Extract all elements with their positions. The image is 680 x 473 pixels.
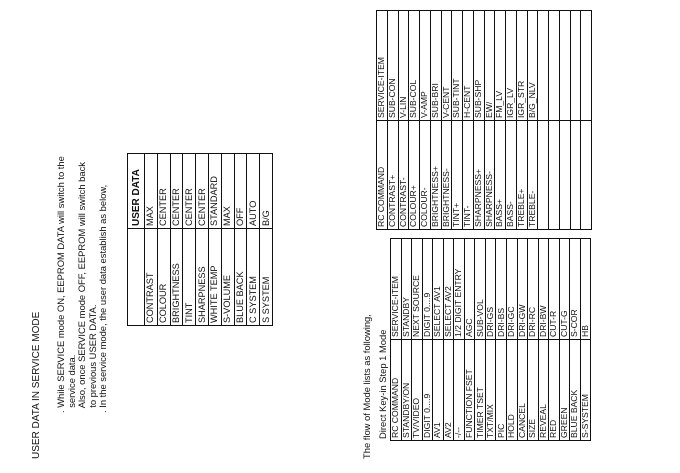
row-value-cell: AUTO — [247, 154, 260, 229]
row-value-cell: B/G_NLV — [527, 11, 538, 121]
page-title: USER DATA IN SERVICE MODE — [31, 311, 42, 459]
table-row — [528, 239, 539, 441]
row-label-cell: FUNCTION FSET — [464, 340, 475, 441]
row-label-cell: COLOUR+ — [409, 121, 420, 230]
row-value-cell: CENTER — [170, 154, 183, 229]
paragraph-line: service data. — [65, 354, 77, 413]
row-label-cell — [549, 121, 560, 230]
row-value-cell: NEXT SOURCE — [412, 239, 423, 340]
row-label-cell — [570, 121, 581, 230]
row-label-cell: COLOUR- — [420, 121, 431, 230]
table-row — [234, 154, 247, 326]
row-value-cell: CUT-R — [549, 239, 560, 340]
table-row — [484, 11, 495, 230]
table-row — [145, 154, 158, 326]
table-row — [208, 154, 221, 326]
row-label-cell: CONTRAST- — [398, 121, 409, 230]
table-row — [559, 11, 570, 230]
service-item-header: SERVICE-ITEM — [377, 11, 388, 121]
row-value-cell: MAX — [145, 154, 158, 229]
table-row — [412, 239, 423, 441]
row-value-cell: DRI-GS — [485, 239, 496, 340]
table-row — [549, 11, 560, 230]
row-value-cell: HB — [580, 239, 591, 340]
table-row — [495, 11, 506, 230]
row-value-cell: CUT-G — [559, 239, 570, 340]
row-value-cell — [570, 11, 581, 121]
row-label-cell: TXT/MIX — [485, 340, 496, 441]
row-label-cell: GREEN — [559, 340, 570, 441]
paragraph-line: Also, once SERVICE mode OFF, EEPROM will switch back — [76, 162, 88, 413]
row-value-cell: V-AMP — [420, 11, 431, 121]
row-value-cell: V-CENT — [441, 11, 452, 121]
row-label-cell: AV2 — [443, 340, 454, 441]
user-data-table — [127, 153, 273, 326]
table-row — [247, 154, 260, 326]
row-value-cell: SUB-SHP — [473, 11, 484, 121]
paragraph-line: . While SERVICE mode ON, EEPROM DATA will switch to the — [55, 156, 66, 413]
row-value-cell: IGR_LV — [506, 11, 517, 121]
table-row — [506, 11, 517, 230]
direct-key-in-caption: Direct Key-in Step 1 Mode — [377, 329, 388, 439]
table-header-row — [128, 154, 145, 326]
table-row — [485, 239, 496, 441]
table-header-row — [391, 239, 402, 441]
row-value-cell: IGR_STR — [516, 11, 527, 121]
row-label-cell: WHITE TEMP — [208, 229, 221, 326]
row-label-cell — [538, 121, 549, 230]
row-label-cell — [581, 121, 592, 230]
table-row — [549, 239, 560, 441]
row-label-cell: BRIGHTNESS — [170, 229, 183, 326]
table-row — [433, 239, 444, 441]
row-value-cell: EW/ — [484, 11, 495, 121]
table-row — [570, 239, 581, 441]
table-row — [441, 11, 452, 230]
row-label-cell: STANDBY/ON — [401, 340, 412, 441]
table-row — [170, 154, 183, 326]
paragraph-line: to previous USER DATA. — [86, 304, 98, 413]
table-row — [475, 239, 486, 441]
row-value-cell: DRI-RC — [528, 239, 539, 340]
row-label-cell: SHARPNESS- — [484, 121, 495, 230]
row-label-cell: BRIGHTNESS+ — [430, 121, 441, 230]
row-value-cell: DIGIT 0....9 — [422, 239, 433, 340]
row-label-cell: DIGIT 0....9 — [422, 340, 433, 441]
row-value-cell: B/G — [260, 154, 273, 229]
row-value-cell: SUB-BRI — [430, 11, 441, 121]
row-label-cell: TV/VIDEO — [412, 340, 423, 441]
row-value-cell: CENTER — [157, 154, 170, 229]
row-value-cell — [549, 11, 560, 121]
row-label-cell: COLOUR — [157, 229, 170, 326]
row-label-cell: S SYSTEM — [260, 229, 273, 326]
row-label-cell: S-VOLUME — [221, 229, 234, 326]
row-value-cell: FM_LV — [495, 11, 506, 121]
row-value-cell: SUB-CON — [387, 11, 398, 121]
table-row — [527, 11, 538, 230]
row-value-cell: V-LIN — [398, 11, 409, 121]
row-value-cell: SUB-VOL — [475, 239, 486, 340]
table-row — [420, 11, 431, 230]
row-value-cell: DRI-GC — [507, 239, 518, 340]
row-value-cell: CENTER — [183, 154, 196, 229]
row-value-cell: SUB-COL — [409, 11, 420, 121]
direct-key-in-table — [390, 238, 591, 441]
table-row — [422, 239, 433, 441]
row-label-cell: S-SYSTEM — [580, 340, 591, 441]
row-label-cell: CONTRAST — [145, 229, 158, 326]
row-label-cell: TREBLE- — [527, 121, 538, 230]
row-label-cell: C SYSTEM — [247, 229, 260, 326]
service-item-header: SERVICE-ITEM — [391, 239, 402, 340]
table-row — [570, 11, 581, 230]
table-row — [581, 11, 592, 230]
row-value-cell: CENTER — [196, 154, 209, 229]
table-row — [260, 154, 273, 326]
row-label-cell: TINT- — [463, 121, 474, 230]
rc-command-table — [376, 10, 592, 230]
row-label-cell: SHARPNESS — [196, 229, 209, 326]
row-value-cell: STANDBY — [401, 239, 412, 340]
row-label-cell: BASS+ — [495, 121, 506, 230]
row-value-cell: SUB-TINT — [452, 11, 463, 121]
rc-command-header: RC COMMAND — [391, 340, 402, 441]
table-row — [507, 239, 518, 441]
table-row — [473, 11, 484, 230]
row-value-cell: H-CENT — [463, 11, 474, 121]
row-value-cell: MAX — [221, 154, 234, 229]
row-value-cell: AGC — [464, 239, 475, 340]
row-value-cell: SELECT AV1 — [433, 239, 444, 340]
table-row — [398, 11, 409, 230]
row-label-cell: SIZE — [528, 340, 539, 441]
table-row — [580, 239, 591, 441]
table-row — [516, 11, 527, 230]
service-mode-description — [56, 0, 109, 413]
row-label-cell — [559, 121, 570, 230]
row-label-cell: BLUE BACK — [234, 229, 247, 326]
table-row — [464, 239, 475, 441]
row-label-cell: BLUE BACK — [570, 340, 581, 441]
row-value-cell — [559, 11, 570, 121]
row-label-cell: TREBLE+ — [516, 121, 527, 230]
table-row — [443, 239, 454, 441]
table-row — [538, 239, 549, 441]
row-label-cell: TINT — [183, 229, 196, 326]
row-label-cell: TINT+ — [452, 121, 463, 230]
row-label-cell: HOLD — [507, 340, 518, 441]
rc-command-header: RC COMMAND — [377, 121, 388, 230]
row-label-cell: SHARPNESS+ — [473, 121, 484, 230]
row-label-cell: RED — [549, 340, 560, 441]
paragraph-line: . In the service mode, the user data establish as below, — [97, 184, 109, 413]
row-value-cell: OFF — [234, 154, 247, 229]
user-data-header: USER DATA — [128, 154, 145, 229]
row-label-cell: -/-- — [454, 340, 465, 441]
row-value-cell — [538, 11, 549, 121]
table-row — [401, 239, 412, 441]
row-label-cell: PIC — [496, 340, 507, 441]
row-value-cell: DRI-BW — [538, 239, 549, 340]
row-value-cell: DRI-GW — [517, 239, 528, 340]
row-value-cell: SELECT AV2 — [443, 239, 454, 340]
row-value-cell: DRI-BS — [496, 239, 507, 340]
table-row — [559, 239, 570, 441]
row-label-cell: BASS- — [506, 121, 517, 230]
row-label-cell: BRIGHTNESS- — [441, 121, 452, 230]
row-label-cell: AV1 — [433, 340, 444, 441]
table-row — [409, 11, 420, 230]
table-row — [183, 154, 196, 326]
row-label-cell: TIMER TSET — [475, 340, 486, 441]
table-row — [452, 11, 463, 230]
row-value-cell: 1/2 DIGIT ENTRY — [454, 239, 465, 340]
row-label-cell: CANCEL — [517, 340, 528, 441]
row-value-cell — [581, 11, 592, 121]
row-value-cell: S-COR — [570, 239, 581, 340]
table-row — [517, 239, 528, 441]
table-header-row — [377, 11, 388, 230]
empty-header-cell — [128, 229, 145, 326]
table-row — [157, 154, 170, 326]
table-row — [463, 11, 474, 230]
row-label-cell: REVEAL — [538, 340, 549, 441]
table-row — [196, 154, 209, 326]
table-row — [496, 239, 507, 441]
row-value-cell: STANDARD — [208, 154, 221, 229]
row-label-cell: CONTRAST+ — [387, 121, 398, 230]
table-row — [221, 154, 234, 326]
modes-caption: The flow of Mode lists as following, — [361, 314, 372, 459]
table-row — [538, 11, 549, 230]
table-row — [387, 11, 398, 230]
table-row — [430, 11, 441, 230]
table-row — [454, 239, 465, 441]
